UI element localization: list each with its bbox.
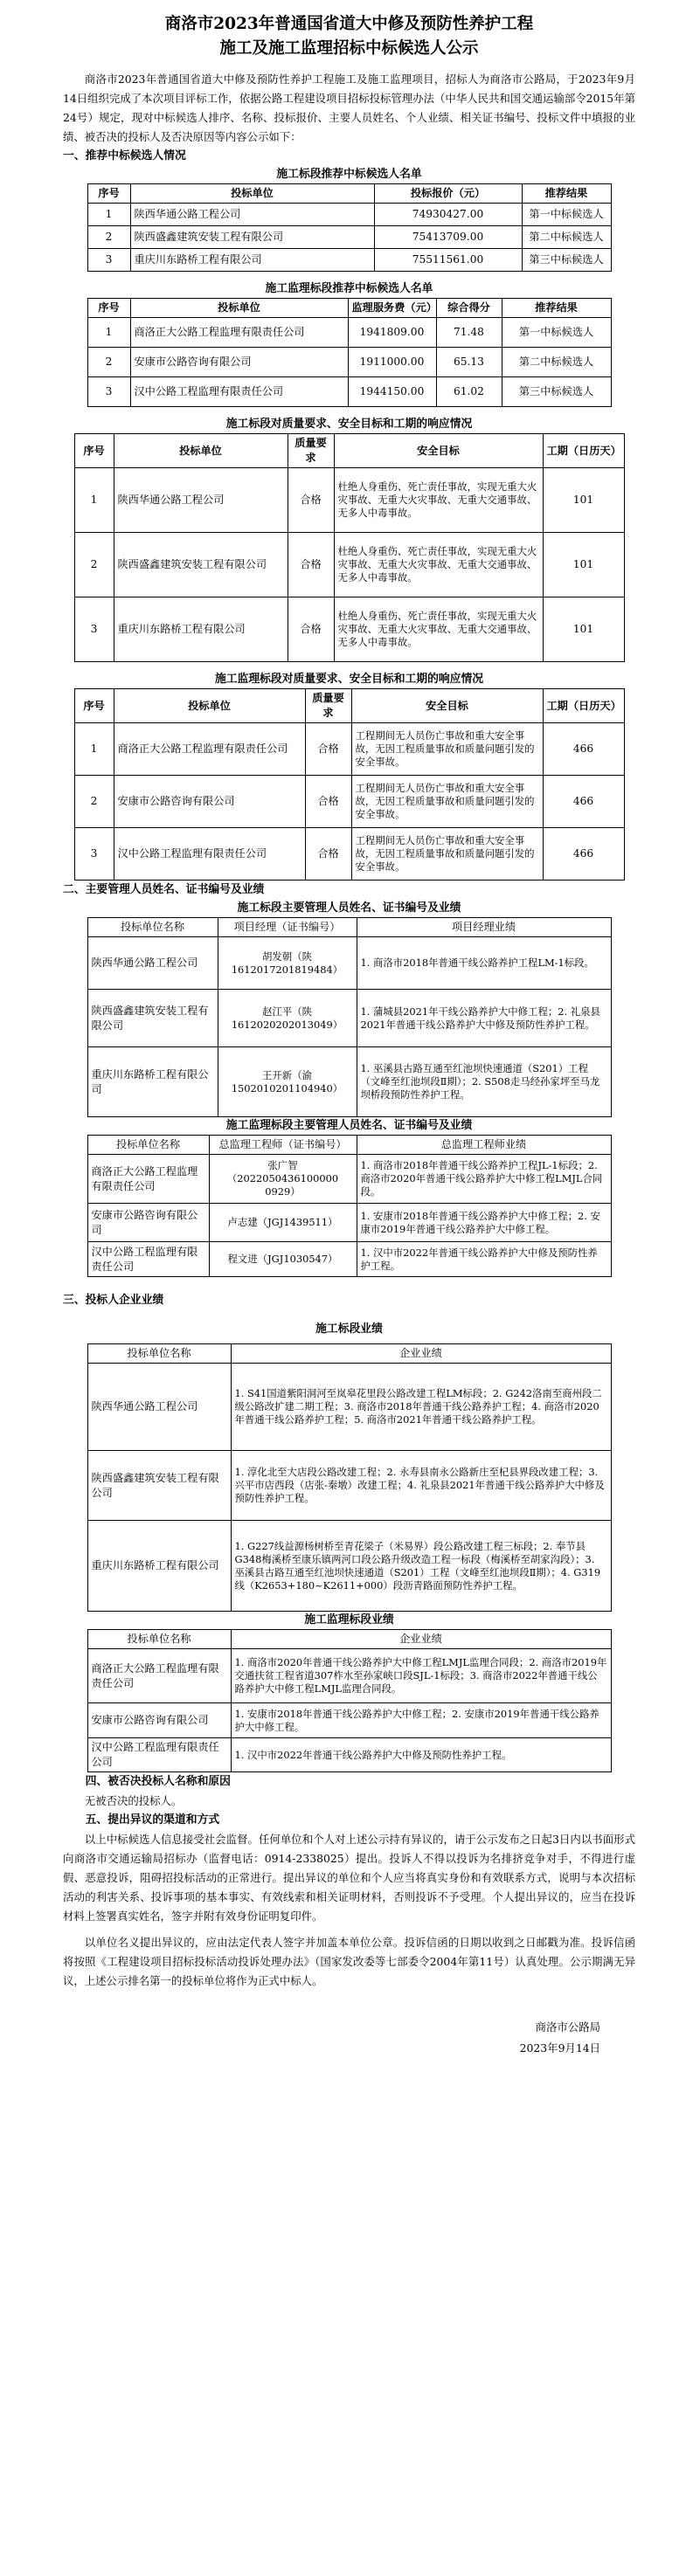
cell: 1944150.00 — [348, 377, 436, 407]
table-row — [87, 1204, 611, 1242]
signature-org: 商洛市公路局 — [535, 2020, 600, 2034]
cell: 466 — [543, 828, 624, 881]
table-row — [74, 533, 624, 597]
table-header-row — [87, 1630, 611, 1649]
col-header: 企业业绩 — [231, 1630, 611, 1649]
cell: 汉中公路工程监理有限责任公司 — [87, 1738, 231, 1772]
table-header-row — [87, 1344, 611, 1364]
col-header: 安全目标 — [351, 689, 543, 723]
section-5-heading: 五、提出异议的渠道和方式 — [85, 1813, 220, 1827]
cell: 75413709.00 — [374, 226, 522, 249]
cell: 合格 — [305, 828, 351, 881]
cell: 1 — [87, 204, 130, 226]
table-supervision-response — [74, 688, 625, 881]
cell: 1. 安康市2018年普通干线公路养护大中修工程；2. 安康市2019年普通干线公路养护大中修工程。 — [231, 1703, 611, 1738]
cell: 陕西盛鑫建筑安装工程有限公司 — [87, 990, 218, 1047]
cell: 1. 巫溪县古路互通至红池坝快速通道（S201）工程（文峰至红池坝段Ⅱ期）；2. S508走马经孙家坪至马龙坝桥段预防性养护工程。 — [357, 1047, 611, 1117]
cell: 3 — [87, 249, 130, 272]
table-row — [87, 204, 611, 226]
cell: 商洛正大公路工程监理有限责任公司 — [114, 723, 305, 776]
table-2-title: 施工监理标段推荐中标候选人名单 — [265, 282, 433, 295]
cell: 重庆川东路桥工程有限公司 — [114, 597, 288, 662]
cell: 重庆川东路桥工程有限公司 — [87, 1521, 231, 1612]
col-header: 企业业绩 — [231, 1344, 611, 1364]
table-supervision-candidates — [87, 298, 612, 407]
cell: 合格 — [305, 776, 351, 828]
cell: 1. 蒲城县2021年干线公路养护大中修工程；2. 礼泉县2021年普通干线公路养护大中修及预防性养护工程。 — [357, 990, 611, 1047]
cell: 安康市公路咨询有限公司 — [87, 1703, 231, 1738]
table-header-row — [87, 918, 611, 937]
cell: 61.02 — [436, 377, 502, 407]
table-row — [87, 1242, 611, 1277]
col-header: 工期（日历天） — [543, 434, 624, 468]
cell: 101 — [543, 468, 624, 533]
section-2-heading: 二、主要管理人员姓名、证书编号及业绩 — [63, 883, 265, 896]
cell: 卢志建（JGJ1439511） — [209, 1204, 357, 1242]
cell: 3 — [74, 828, 114, 881]
table-construction-candidates — [87, 183, 612, 272]
col-header: 安全目标 — [334, 434, 543, 468]
cell: 2 — [74, 776, 114, 828]
table-header-row — [74, 434, 624, 468]
col-header: 质量要求 — [305, 689, 351, 723]
col-header: 推荐结果 — [522, 184, 611, 204]
table-row — [87, 1155, 611, 1204]
cell: 王开新（渝150201020110494​0） — [218, 1047, 357, 1117]
cell: 杜绝人身重伤、死亡责任事故，实现无重大火灾事故、无重大火灾事故、无重大交通事故、无多人中毒事故。 — [334, 468, 543, 533]
cell: 汉中公路工程监理有限责任公司 — [114, 828, 305, 881]
col-header: 推荐结果 — [502, 299, 611, 318]
table-header-row — [87, 1136, 611, 1155]
section-4-text: 无被否决的投标人。 — [84, 1794, 183, 1807]
table-7-title: 施工标段业绩 — [315, 1323, 383, 1336]
table-supervision-personnel — [87, 1135, 612, 1277]
title-line-2: 施工及施工监理招标中标候选人公示 — [219, 39, 479, 58]
table-row — [87, 1451, 611, 1521]
cell: 汉中公路工程监理有限责任公司 — [87, 1242, 209, 1277]
cell: 1. 商洛市2020年普通干线公路养护大中修工程LMJL监理合同段；2. 商洛市2019年交通扶贫工程省道307柞水至孙家峡口段SJL-1标段；3. 商洛市2022年普通干线公路养护大中修工程LMJL监理合同段。 — [231, 1649, 611, 1703]
col-header: 综合得分 — [436, 299, 502, 318]
cell: 汉中公路工程监理有限责任公司 — [130, 377, 348, 407]
table-construction-response — [74, 433, 625, 662]
cell: 工程期间无人员伤亡事故和重大安全事故，无因工程质量事故和质量问题引发的安全事故。 — [351, 828, 543, 881]
section-3-heading: 三、投标人企业业绩 — [63, 1294, 164, 1307]
cell: 重庆川东路桥工程有限公司 — [130, 249, 374, 272]
cell: 商洛正大公路工程监理有限责任公司 — [87, 1155, 209, 1204]
col-header: 投标单位名称 — [87, 1344, 231, 1364]
cell: 工程期间无人员伤亡事故和重大安全事故，无因工程质量事故和质量问题引发的安全事故。 — [351, 776, 543, 828]
table-supervision-performance — [87, 1629, 612, 1772]
cell: 1. 商洛市2018年普通干线公路养护工程LM-1标段。 — [357, 937, 611, 990]
table-row — [87, 348, 611, 377]
cell: 1 — [74, 723, 114, 776]
table-header-row — [87, 299, 611, 318]
table-row — [87, 990, 611, 1047]
cell: 1. 商洛市2018年普通干线公路养护工程JL-1标段；2. 商洛市2020年普通干线公路养护大中修工程LMJL合同段。 — [357, 1155, 611, 1204]
objection-paragraph-2: 以单位名义提出异议的，应由法定代表人签字并加盖本单位公章。投诉信函的日期以收到之日邮戳为准。投诉信函将按照《工程建设项目招标投标活动投诉处理办法》（国家发改委等七部委令2004年第11号）认真处理。公示期满无异议，上述公示排名第一的投标单位将作为正式中标人。 — [63, 1936, 635, 1987]
cell: 3 — [74, 597, 114, 662]
col-header: 总监理工程师业绩 — [357, 1136, 611, 1155]
cell: 466 — [543, 723, 624, 776]
table-8-title: 施工监理标段业绩 — [304, 1613, 394, 1626]
cell: 陕西盛鑫建筑安装工程有限公司 — [114, 533, 288, 597]
col-header: 投标单位 — [130, 184, 374, 204]
cell: 胡发朝（陕161201720181948​4） — [218, 937, 357, 990]
objection-paragraph-1: 以上中标候选人信息接受社会监督。任何单位和个人对上述公示持有异议的，请于公示发布之日起3日内以书面形式向商洛市交通运输局招标办（监督电话：0914-2338025）提出。投诉人不得以投诉为名排挤竞争对手，不得进行虚假、恶意投诉，阻碍招投标活动的正常进行。提出异议的单位和个人应当将真实身份和有效联系方式，说明与本次招标活动的利害关系、投诉事项的基本事实、有效线索和相关证明材料，否则投诉不予受理。个人提出异议的，应当在投诉材料上签署真实姓名，签字并附有效身份证明复印件。 — [63, 1833, 635, 1923]
cell: 合格 — [288, 533, 334, 597]
table-row — [87, 249, 611, 272]
cell: 安康市公路咨询有限公司 — [114, 776, 305, 828]
cell: 1911000.00 — [348, 348, 436, 377]
col-header: 总监理工程师（证书编号） — [209, 1136, 357, 1155]
section-1-heading: 一、推荐中标候选人情况 — [63, 149, 186, 162]
cell: 101 — [543, 597, 624, 662]
col-header: 投标报价（元） — [374, 184, 522, 204]
col-header: 投标单位名称 — [87, 918, 218, 937]
cell: 第三中标候选人 — [502, 377, 611, 407]
col-header: 投标单位名称 — [87, 1630, 231, 1649]
cell: 65.13 — [436, 348, 502, 377]
table-row — [87, 1703, 611, 1738]
cell: 第二中标候选人 — [522, 226, 611, 249]
cell: 75511561.00 — [374, 249, 522, 272]
table-row — [87, 937, 611, 990]
col-header: 投标单位 — [114, 689, 305, 723]
intro-paragraph: 商洛市2023年普通国省道大中修及预防性养护工程施工及施工监理项目，招标人为商洛市公路局，于2023年9月14日组织完成了本次项目评标工作，依据公路工程建设项目招标投标管理办法（中华人民共和国交通运输部令2015年第24号）规定，现对中标候选人排序、名称、投标报价、主要人员姓名、个人业绩、相关证书编号、投标文件中填报的业绩、被否决的投标人及否决原因等内容公示如下： — [63, 73, 635, 143]
cell: 1. 安康市2018年普通干线公路养护大中修工程；2. 安康市2019年普通干线公路养护大中修工程。 — [357, 1204, 611, 1242]
table-row — [87, 1649, 611, 1703]
cell: 陕西华通公路工程公司 — [87, 1364, 231, 1451]
cell: 安康市公路咨询有限公司 — [130, 348, 348, 377]
cell: 陕西盛鑫建筑安装工程有限公司 — [87, 1451, 231, 1521]
page-title — [63, 12, 635, 61]
cell: 1. G227线益源杨树桥至青花梁子（米易界）段公路改建工程三标段；2. 奉节县G348梅溪桥至康乐镇两河口段公路升级改造工程一标段（梅溪桥至胡家沟段）；3. 巫溪县古路互通至红池坝快速通道（S201）工程（文峰至红池坝段Ⅱ期）；4. G319线（K2653+180~K2611+000）段沥青路面预防性养护工程。 — [231, 1521, 611, 1612]
table-row — [87, 1047, 611, 1117]
cell: 陕西盛鑫建筑安装工程有限公司 — [130, 226, 374, 249]
cell: 1941809.00 — [348, 318, 436, 348]
cell: 合格 — [288, 597, 334, 662]
table-5-title: 施工标段主要管理人员姓名、证书编号及业绩 — [237, 901, 461, 915]
cell: 2 — [74, 533, 114, 597]
table-construction-personnel — [87, 917, 612, 1117]
table-row — [74, 597, 624, 662]
cell: 71.48 — [436, 318, 502, 348]
table-row — [74, 723, 624, 776]
table-header-row — [87, 184, 611, 204]
table-row — [87, 1364, 611, 1451]
table-6-title: 施工监理标段主要管理人员姓名、证书编号及业绩 — [225, 1119, 473, 1132]
col-header: 项目经理业绩 — [357, 918, 611, 937]
cell: 2 — [87, 348, 130, 377]
table-row — [87, 1738, 611, 1772]
cell: 合格 — [305, 723, 351, 776]
col-header: 投标单位 — [130, 299, 348, 318]
col-header: 投标单位名称 — [87, 1136, 209, 1155]
cell: 466 — [543, 776, 624, 828]
cell: 合格 — [288, 468, 334, 533]
cell: 101 — [543, 533, 624, 597]
col-header: 项目经理（证书编号） — [218, 918, 357, 937]
cell: 1. S41国道紫阳洞河至岚皋花里段公路改建工程LM标段；2. G242洛南至商州段二级公路改扩建二期工程；3. 商洛市2018年普通干线公路养护工程；4. 商洛市2020年普通干线公路养护工程；5. 商洛市2021年普通干线公路养护工程。 — [231, 1364, 611, 1451]
col-header: 序号 — [87, 299, 130, 318]
signature-date: 2023年9月14日 — [519, 2041, 600, 2055]
table-row — [74, 828, 624, 881]
cell: 陕西华通公路工程公司 — [87, 937, 218, 990]
cell: 1. 汉中市2022年普通干线公路养护大中修及预防性养护工程。 — [231, 1738, 611, 1772]
cell: 第一中标候选人 — [522, 204, 611, 226]
table-1-title: 施工标段推荐中标候选人名单 — [276, 168, 422, 181]
cell: 1. 淳化北至大店段公路改建工程；2. 永寿县南永公路新庄至杞县界段改建工程；3. 兴平市店西段（店张-秦墩）改建工程；4. 礼泉县2021年普通干线公路养护大中修及预防性养护工程。 — [231, 1451, 611, 1521]
cell: 第二中标候选人 — [502, 348, 611, 377]
cell: 1. 汉中市2022年普通干线公路养护大中修及预防性养护工程。 — [357, 1242, 611, 1277]
table-3-title: 施工标段对质量要求、安全目标和工期的响应情况 — [225, 418, 473, 431]
table-row — [87, 1521, 611, 1612]
cell: 1 — [87, 318, 130, 348]
cell: 2 — [87, 226, 130, 249]
col-header: 监理服务费（元） — [348, 299, 436, 318]
table-row — [87, 318, 611, 348]
cell: 杜绝人身重伤、死亡责任事故，实现无重大火灾事故、无重大火灾事故、无重大交通事故、无多人中毒事故。 — [334, 533, 543, 597]
cell: 张广智（2022050436100000​0929） — [209, 1155, 357, 1204]
cell: 安康市公路咨询有限公司 — [87, 1204, 209, 1242]
cell: 陕西华通公路工程公司 — [114, 468, 288, 533]
col-header: 序号 — [74, 689, 114, 723]
table-header-row — [74, 689, 624, 723]
cell: 第三中标候选人 — [522, 249, 611, 272]
table-row — [87, 226, 611, 249]
cell: 商洛正大公路工程监理有限责任公司 — [87, 1649, 231, 1703]
cell: 重庆川东路桥工程有限公司 — [87, 1047, 218, 1117]
col-header: 投标单位 — [114, 434, 288, 468]
table-row — [87, 377, 611, 407]
cell: 杜绝人身重伤、死亡责任事故，实现无重大火灾事故、无重大火灾事故、无重大交通事故、无多人中毒事故。 — [334, 597, 543, 662]
col-header: 序号 — [74, 434, 114, 468]
cell: 第一中标候选人 — [502, 318, 611, 348]
cell: 赵江平（陕161202020201304​9） — [218, 990, 357, 1047]
table-construction-performance — [87, 1343, 612, 1612]
col-header: 工期（日历天） — [543, 689, 624, 723]
col-header: 序号 — [87, 184, 130, 204]
table-4-title: 施工监理标段对质量要求、安全目标和工期的响应情况 — [214, 673, 484, 686]
col-header: 质量要求 — [288, 434, 334, 468]
cell: 程文进（JGJ1030547） — [209, 1242, 357, 1277]
cell: 3 — [87, 377, 130, 407]
table-row — [74, 776, 624, 828]
cell: 74930427.00 — [374, 204, 522, 226]
title-line-1: 商洛市2023年普通国省道大中修及预防性养护工程 — [164, 15, 534, 33]
table-row — [74, 468, 624, 533]
cell: 1 — [74, 468, 114, 533]
cell: 陕西华通公路工程公司 — [130, 204, 374, 226]
cell: 商洛正大公路工程监理有限责任公司 — [130, 318, 348, 348]
cell: 工程期间无人员伤亡事故和重大安全事故，无因工程质量事故和质量问题引发的安全事故。 — [351, 723, 543, 776]
section-4-heading: 四、被否决投标人名称和原因 — [85, 1775, 231, 1788]
